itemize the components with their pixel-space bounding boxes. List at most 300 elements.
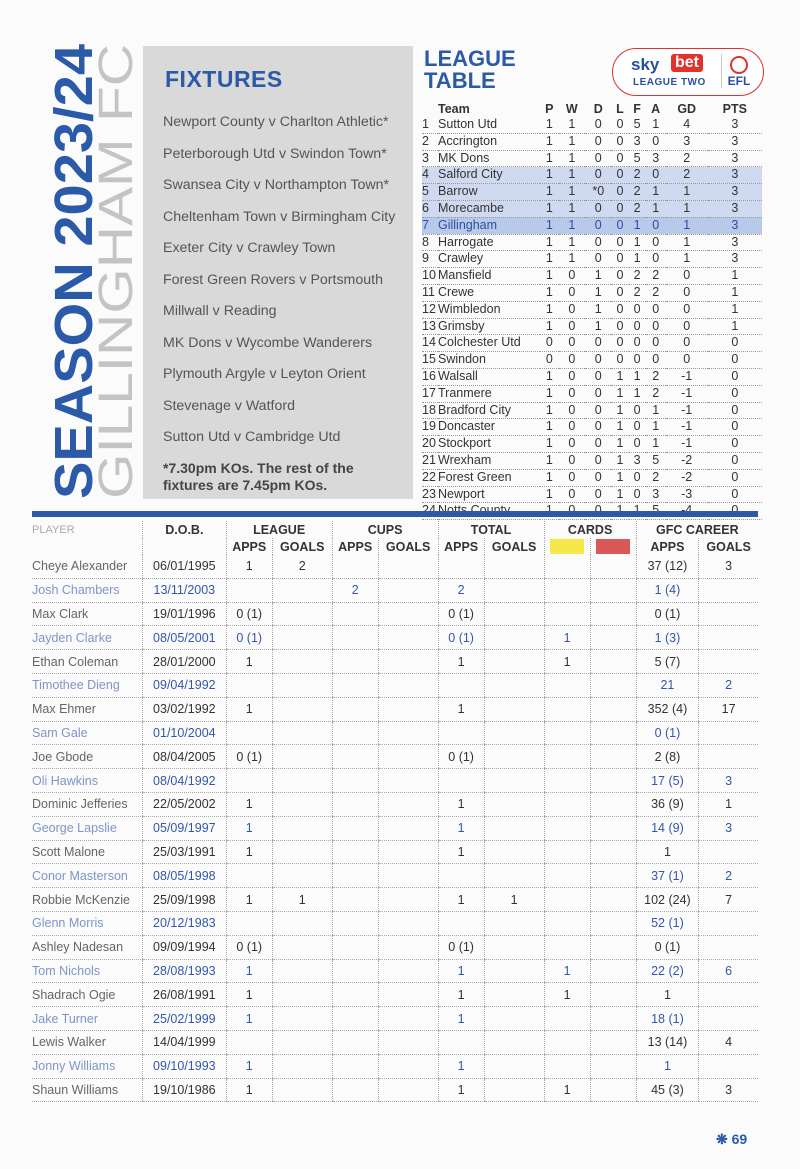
league-cell-f: 1: [629, 251, 646, 268]
player-row: [32, 959, 758, 983]
league-cell-f: 0: [629, 335, 646, 352]
league-cell-p: 1: [540, 452, 559, 469]
league-cell-a: 0: [646, 301, 666, 318]
league-cell-d: 0: [585, 436, 611, 453]
league-cell-team: Wimbledon: [438, 301, 540, 318]
league-row: [422, 452, 762, 469]
player-cell-name: Conor Masterson: [32, 864, 143, 888]
league-cell-a: 5: [646, 452, 666, 469]
player-cell-car-apps: 36 (9): [636, 792, 699, 816]
player-cell-car-goals: [699, 1007, 758, 1031]
league-cell-d: 0: [585, 402, 611, 419]
league-cell-f: 1: [629, 368, 646, 385]
player-cell-t-apps: 1: [438, 792, 484, 816]
league-cell-pos: 20: [422, 436, 438, 453]
league-cell-w: 0: [559, 284, 585, 301]
player-cell-l-apps: [226, 769, 272, 793]
player-cell-t-apps: [438, 673, 484, 697]
player-cell-c-apps: [332, 745, 378, 769]
league-cell-team: Barrow: [438, 184, 540, 201]
player-cell-yc: [544, 673, 590, 697]
fixtures-panel: [143, 46, 413, 499]
league-cell-a: 0: [646, 251, 666, 268]
player-cell-dob: 09/09/1994: [143, 935, 227, 959]
league-cell-pts: 0: [708, 452, 762, 469]
league-cell-gd: -1: [666, 385, 708, 402]
fixture-item: Exeter City v Crawley Town: [163, 240, 336, 256]
league-cell-d: 0: [585, 352, 611, 369]
player-cell-car-goals: 7: [699, 888, 758, 912]
league-cell-w: 0: [559, 402, 585, 419]
player-row: [32, 769, 758, 793]
player-cell-c-apps: [332, 769, 378, 793]
league-cell-pos: 16: [422, 368, 438, 385]
league-cell-p: 1: [540, 318, 559, 335]
league-cell-gd: -1: [666, 436, 708, 453]
player-cell-name: Ethan Coleman: [32, 650, 143, 674]
league-cell-gd: 0: [666, 318, 708, 335]
league-cell-l: 0: [611, 284, 628, 301]
league-cell-f: 2: [629, 284, 646, 301]
league-cell-d: 0: [585, 150, 611, 167]
player-cell-l-goals: [272, 745, 332, 769]
league-cell-w: 1: [559, 234, 585, 251]
player-cell-t-goals: 1: [484, 888, 544, 912]
league-cell-pts: 3: [708, 251, 762, 268]
league-cell-l: 1: [611, 368, 628, 385]
player-cell-rc: [590, 935, 636, 959]
league-cell-l: 0: [611, 167, 628, 184]
col-red-card: [590, 538, 636, 555]
season-vertical-title: [32, 44, 143, 504]
player-cell-name: Shadrach Ogie: [32, 983, 143, 1007]
player-cell-l-goals: [272, 1030, 332, 1054]
player-cell-name: Max Ehmer: [32, 697, 143, 721]
col-league-apps: APPS: [226, 538, 272, 555]
fixture-item: Sutton Utd v Cambridge Utd: [163, 429, 341, 445]
player-cell-dob: 14/04/1999: [143, 1030, 227, 1054]
player-cell-l-goals: [272, 1007, 332, 1031]
player-cell-car-apps: 45 (3): [636, 1078, 699, 1102]
league-cell-l: 0: [611, 268, 628, 285]
col-total-goals: GOALS: [484, 538, 544, 555]
player-cell-c-apps: [332, 721, 378, 745]
player-cell-yc: [544, 888, 590, 912]
league-cell-p: 1: [540, 251, 559, 268]
league-row: [422, 368, 762, 385]
league-row: [422, 385, 762, 402]
player-cell-l-goals: [272, 959, 332, 983]
league-cell-pts: 1: [708, 318, 762, 335]
player-cell-name: Ashley Nadesan: [32, 935, 143, 959]
player-cell-c-goals: [378, 888, 438, 912]
league-cell-team: Stockport: [438, 436, 540, 453]
fixtures-title: FIXTURES: [165, 66, 283, 92]
player-cell-t-apps: 1: [438, 1054, 484, 1078]
league-cell-team: Gillingham: [438, 217, 540, 234]
sponsor-sky: sky: [631, 55, 660, 74]
player-cell-t-goals: [484, 792, 544, 816]
league-row: [422, 117, 762, 133]
player-cell-car-apps: 102 (24): [636, 888, 699, 912]
player-cell-l-goals: [272, 673, 332, 697]
league-cell-p: 1: [540, 301, 559, 318]
league-cell-f: 1: [629, 234, 646, 251]
player-cell-car-apps: 1 (4): [636, 578, 699, 602]
player-cell-rc: [590, 745, 636, 769]
league-cell-a: 0: [646, 234, 666, 251]
player-cell-c-apps: [332, 840, 378, 864]
league-cell-w: 1: [559, 217, 585, 234]
league-cell-gd: 3: [666, 133, 708, 150]
league-cell-f: 0: [629, 318, 646, 335]
player-cell-dob: 25/09/1998: [143, 888, 227, 912]
player-row: [32, 721, 758, 745]
league-col-pos: [422, 102, 438, 117]
league-cell-gd: 1: [666, 184, 708, 201]
player-cell-c-goals: [378, 697, 438, 721]
player-cell-car-apps: 1: [636, 983, 699, 1007]
league-cell-team: Harrogate: [438, 234, 540, 251]
player-cell-c-goals: [378, 792, 438, 816]
player-cell-t-apps: [438, 864, 484, 888]
league-cell-p: 1: [540, 167, 559, 184]
player-cell-name: Shaun Williams: [32, 1078, 143, 1102]
player-cell-car-apps: 352 (4): [636, 697, 699, 721]
section-divider: [32, 511, 758, 517]
player-cell-yc: [544, 1030, 590, 1054]
player-cell-t-goals: [484, 911, 544, 935]
player-cell-l-goals: 1: [272, 888, 332, 912]
league-cell-gd: 4: [666, 117, 708, 133]
player-cell-c-apps: [332, 626, 378, 650]
player-cell-t-apps: 1: [438, 650, 484, 674]
league-row: [422, 251, 762, 268]
player-cell-l-apps: 1: [226, 1007, 272, 1031]
league-col-team: Team: [438, 102, 470, 116]
player-cell-rc: [590, 1054, 636, 1078]
league-cell-pos: 11: [422, 284, 438, 301]
league-cell-gd: -3: [666, 486, 708, 503]
league-cell-pos: 13: [422, 318, 438, 335]
skybet-league-two-logo: [612, 48, 764, 96]
player-cell-l-apps: [226, 1030, 272, 1054]
league-cell-l: 0: [611, 301, 628, 318]
fixture-item: Newport County v Charlton Athletic*: [163, 114, 389, 130]
player-cell-car-apps: 2 (8): [636, 745, 699, 769]
player-cell-rc: [590, 673, 636, 697]
player-cell-l-apps: [226, 578, 272, 602]
league-cell-l: 0: [611, 335, 628, 352]
league-cell-d: 0: [585, 486, 611, 503]
player-cell-t-goals: [484, 1054, 544, 1078]
league-cell-team: Tranmere: [438, 385, 540, 402]
player-row: [32, 1078, 758, 1102]
player-cell-dob: 08/04/1992: [143, 769, 227, 793]
player-cell-car-goals: [699, 721, 758, 745]
league-cell-l: 0: [611, 133, 628, 150]
player-cell-yc: [544, 816, 590, 840]
player-cell-dob: 25/02/1999: [143, 1007, 227, 1031]
league-cell-pts: 3: [708, 167, 762, 184]
player-cell-t-apps: 1: [438, 697, 484, 721]
player-cell-l-apps: [226, 721, 272, 745]
player-cell-rc: [590, 602, 636, 626]
player-cell-car-goals: 3: [699, 769, 758, 793]
player-cell-dob: 25/03/1991: [143, 840, 227, 864]
player-cell-dob: 19/01/1996: [143, 602, 227, 626]
league-cell-w: 0: [559, 385, 585, 402]
league-row: [422, 486, 762, 503]
player-cell-t-apps: 1: [438, 816, 484, 840]
player-cell-t-apps: 0 (1): [438, 626, 484, 650]
player-cell-dob: 03/02/1992: [143, 697, 227, 721]
league-cell-team: Crewe: [438, 284, 540, 301]
player-cell-l-apps: 0 (1): [226, 745, 272, 769]
player-cell-t-goals: [484, 626, 544, 650]
league-row: [422, 268, 762, 285]
player-cell-car-apps: 52 (1): [636, 911, 699, 935]
player-cell-yc: 1: [544, 626, 590, 650]
player-cell-rc: [590, 983, 636, 1007]
player-row: [32, 888, 758, 912]
player-cell-l-goals: [272, 697, 332, 721]
col-career-goals: GOALS: [699, 538, 758, 555]
player-cell-l-goals: [272, 769, 332, 793]
player-cell-c-apps: [332, 816, 378, 840]
player-cell-rc: [590, 578, 636, 602]
league-cell-gd: 0: [666, 335, 708, 352]
league-cell-pos: 1: [422, 117, 438, 133]
league-cell-team: Colchester Utd: [438, 335, 540, 352]
player-cell-c-apps: [332, 959, 378, 983]
league-cell-pos: 17: [422, 385, 438, 402]
league-col-w: W: [565, 102, 578, 116]
fixtures-note: *7.30pm KOs. The rest of the fixtures are 7.45pm KOs.: [163, 459, 354, 493]
league-cell-p: 1: [540, 268, 559, 285]
league-cell-pos: 15: [422, 352, 438, 369]
player-cell-c-goals: [378, 911, 438, 935]
league-cell-d: 0: [585, 117, 611, 133]
league-cell-a: 0: [646, 133, 666, 150]
league-cell-l: 0: [611, 234, 628, 251]
player-cell-c-goals: [378, 1007, 438, 1031]
player-cell-t-goals: [484, 769, 544, 793]
col-league-goals: GOALS: [272, 538, 332, 555]
player-cell-rc: [590, 816, 636, 840]
player-cell-t-apps: [438, 911, 484, 935]
player-cell-name: Lewis Walker: [32, 1030, 143, 1054]
league-cell-pts: 3: [708, 150, 762, 167]
player-cell-rc: [590, 1030, 636, 1054]
league-cell-l: 1: [611, 385, 628, 402]
player-cell-car-apps: 37 (12): [636, 555, 699, 578]
league-cell-w: 0: [559, 335, 585, 352]
player-cell-c-goals: [378, 840, 438, 864]
league-cell-f: 2: [629, 184, 646, 201]
player-cell-l-apps: 1: [226, 888, 272, 912]
player-stats-table: [32, 521, 758, 1102]
league-cell-l: 1: [611, 419, 628, 436]
league-cell-gd: -1: [666, 368, 708, 385]
player-cell-l-apps: 1: [226, 1054, 272, 1078]
col-career: GFC CAREER: [636, 521, 758, 538]
player-row: [32, 697, 758, 721]
league-cell-gd: 0: [666, 268, 708, 285]
player-cell-l-apps: [226, 911, 272, 935]
player-cell-yc: [544, 555, 590, 578]
player-cell-dob: 20/12/1983: [143, 911, 227, 935]
league-cell-l: 1: [611, 402, 628, 419]
player-cell-car-goals: [699, 840, 758, 864]
player-cell-car-goals: [699, 911, 758, 935]
sponsor-bet: bet: [671, 54, 703, 72]
player-cell-name: Joe Gbode: [32, 745, 143, 769]
player-cell-car-apps: 1 (3): [636, 626, 699, 650]
league-table-body: [422, 117, 762, 520]
player-cell-car-goals: [699, 578, 758, 602]
player-cell-c-apps: [332, 1007, 378, 1031]
player-cell-car-goals: 2: [699, 864, 758, 888]
col-cards: CARDS: [544, 521, 636, 538]
player-cell-l-apps: [226, 864, 272, 888]
player-cell-c-apps: 2: [332, 578, 378, 602]
league-cell-f: 1: [629, 217, 646, 234]
col-dob: D.O.B.: [143, 521, 227, 538]
league-cell-pts: 0: [708, 419, 762, 436]
league-cell-f: 0: [629, 402, 646, 419]
player-cell-l-goals: [272, 1078, 332, 1102]
player-cell-l-goals: [272, 816, 332, 840]
player-cell-dob: 19/10/1986: [143, 1078, 227, 1102]
league-cell-pts: 1: [708, 301, 762, 318]
league-cell-pts: 0: [708, 486, 762, 503]
league-cell-l: 1: [611, 436, 628, 453]
league-cell-team: Doncaster: [438, 419, 540, 436]
col-career-apps: APPS: [636, 538, 699, 555]
player-cell-l-goals: [272, 935, 332, 959]
league-cell-l: 1: [611, 486, 628, 503]
player-cell-name: Jonny Williams: [32, 1054, 143, 1078]
player-cell-dob: 13/11/2003: [143, 578, 227, 602]
player-row: [32, 792, 758, 816]
league-cell-a: 1: [646, 419, 666, 436]
player-cell-t-goals: [484, 840, 544, 864]
league-cell-gd: 1: [666, 234, 708, 251]
league-col-l: L: [616, 102, 624, 116]
col-league: LEAGUE: [226, 521, 332, 538]
league-cell-a: 1: [646, 200, 666, 217]
league-cell-d: 0: [585, 419, 611, 436]
player-cell-name: Glenn Morris: [32, 911, 143, 935]
league-cell-team: Crawley: [438, 251, 540, 268]
league-cell-w: 0: [559, 486, 585, 503]
player-cell-yc: [544, 1054, 590, 1078]
league-col-p: P: [545, 102, 554, 116]
efl-logo: [721, 54, 756, 88]
col-total-apps: APPS: [438, 538, 484, 555]
league-cell-a: 3: [646, 150, 666, 167]
player-cell-car-goals: [699, 1054, 758, 1078]
player-row: [32, 840, 758, 864]
league-cell-gd: 2: [666, 150, 708, 167]
league-cell-pos: 19: [422, 419, 438, 436]
league-cell-pos: 3: [422, 150, 438, 167]
league-cell-pts: 3: [708, 117, 762, 133]
league-row: [422, 133, 762, 150]
player-row: [32, 983, 758, 1007]
player-cell-rc: [590, 864, 636, 888]
league-cell-pts: 1: [708, 268, 762, 285]
player-cell-yc: 1: [544, 959, 590, 983]
player-cell-c-goals: [378, 864, 438, 888]
player-row: [32, 745, 758, 769]
player-cell-t-goals: [484, 697, 544, 721]
player-header-row-2: [32, 538, 758, 555]
league-cell-gd: 1: [666, 200, 708, 217]
player-cell-dob: 08/05/1998: [143, 864, 227, 888]
player-cell-c-apps: [332, 935, 378, 959]
league-cell-l: 1: [611, 469, 628, 486]
player-cell-yc: [544, 911, 590, 935]
player-cell-car-goals: [699, 602, 758, 626]
col-player: PLAYER: [32, 523, 75, 536]
player-row: [32, 911, 758, 935]
league-cell-gd: -2: [666, 452, 708, 469]
league-cell-w: 1: [559, 251, 585, 268]
league-cell-gd: 2: [666, 167, 708, 184]
player-cell-l-goals: [272, 650, 332, 674]
league-cell-f: 3: [629, 452, 646, 469]
player-cell-rc: [590, 888, 636, 912]
league-col-f: F: [633, 102, 641, 116]
fixtures-list: [163, 107, 413, 454]
league-cell-l: 1: [611, 452, 628, 469]
player-cell-car-goals: [699, 745, 758, 769]
player-cell-t-goals: [484, 721, 544, 745]
league-table-title-line2: TABLE: [424, 68, 496, 93]
league-cell-gd: 0: [666, 352, 708, 369]
league-cell-f: 0: [629, 419, 646, 436]
league-cell-f: 5: [629, 117, 646, 133]
player-cell-l-apps: 1: [226, 959, 272, 983]
league-cell-d: 0: [585, 251, 611, 268]
player-cell-l-apps: 1: [226, 792, 272, 816]
player-cell-name: Timothee Dieng: [32, 673, 143, 697]
league-cell-p: 1: [540, 385, 559, 402]
player-cell-c-goals: [378, 1054, 438, 1078]
player-cell-car-apps: 14 (9): [636, 816, 699, 840]
league-cell-p: 1: [540, 436, 559, 453]
player-cell-t-apps: 1: [438, 1078, 484, 1102]
league-col-a: A: [651, 102, 661, 116]
league-cell-p: 1: [540, 469, 559, 486]
league-cell-pos: 10: [422, 268, 438, 285]
player-cell-yc: [544, 864, 590, 888]
player-cell-c-apps: [332, 697, 378, 721]
fixture-item: MK Dons v Wycombe Wanderers: [163, 334, 373, 351]
league-cell-pts: 0: [708, 352, 762, 369]
player-cell-c-apps: [332, 1030, 378, 1054]
league-cell-p: 1: [540, 368, 559, 385]
league-cell-pos: 14: [422, 335, 438, 352]
league-cell-w: 1: [559, 200, 585, 217]
league-row: [422, 234, 762, 251]
player-cell-name: Sam Gale: [32, 721, 143, 745]
league-cell-a: 0: [646, 318, 666, 335]
player-cell-l-goals: [272, 864, 332, 888]
league-cell-pos: 12: [422, 301, 438, 318]
